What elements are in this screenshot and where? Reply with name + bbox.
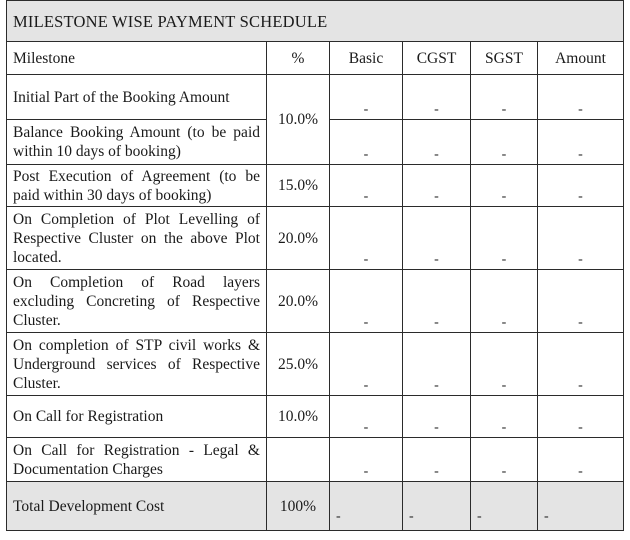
total-row — [7, 482, 624, 531]
cgst-cell: - — [403, 165, 471, 207]
cgst-cell: - — [403, 207, 471, 270]
sgst-cell: - — [471, 270, 538, 333]
milestone-cell: On Completion of Road layers excluding Concreting of Respective Cluster. — [7, 270, 267, 333]
payment-schedule-table — [6, 0, 624, 531]
header-cgst: CGST — [403, 42, 471, 75]
cgst-cell: - — [403, 270, 471, 333]
basic-cell: - — [330, 438, 403, 482]
sgst-cell: - — [471, 165, 538, 207]
basic-cell: - — [330, 207, 403, 270]
percent-cell: 15.0% — [267, 165, 330, 207]
header-amount: Amount — [538, 42, 624, 75]
header-sgst: SGST — [471, 42, 538, 75]
header-basic: Basic — [330, 42, 403, 75]
cgst-cell: - — [403, 438, 471, 482]
sgst-cell: - — [471, 120, 538, 165]
total-cgst: - — [403, 482, 471, 531]
milestone-cell: On Completion of Plot Levelling of Respective Cluster on the above Plot located. — [7, 207, 267, 270]
percent-cell — [267, 438, 330, 482]
total-basic: - — [330, 482, 403, 531]
table-row — [7, 333, 624, 396]
amount-cell: - — [538, 438, 624, 482]
cgst-cell: - — [403, 120, 471, 165]
milestone-cell: On completion of STP civil works & Underground services of Respective Cluster. — [7, 333, 267, 396]
milestone-cell: Initial Part of the Booking Amount — [7, 75, 267, 120]
basic-cell: - — [330, 270, 403, 333]
sgst-cell: - — [471, 75, 538, 120]
header-row — [7, 42, 624, 75]
table-row — [7, 165, 624, 207]
amount-cell: - — [538, 120, 624, 165]
table-title-row — [7, 1, 624, 42]
percent-cell: 20.0% — [267, 207, 330, 270]
table-row — [7, 396, 624, 438]
basic-cell: - — [330, 120, 403, 165]
percent-cell: 10.0% — [267, 75, 330, 165]
table-row — [7, 270, 624, 333]
milestone-cell: On Call for Registration — [7, 396, 267, 438]
sgst-cell: - — [471, 333, 538, 396]
total-percent: 100% — [267, 482, 330, 531]
milestone-cell: On Call for Registration - Legal & Documentation Charges — [7, 438, 267, 482]
basic-cell: - — [330, 75, 403, 120]
amount-cell: - — [538, 270, 624, 333]
table-row — [7, 75, 624, 120]
percent-cell: 20.0% — [267, 270, 330, 333]
table-title: MILESTONE WISE PAYMENT SCHEDULE — [7, 1, 624, 42]
total-sgst: - — [471, 482, 538, 531]
table-row — [7, 438, 624, 482]
table-row — [7, 207, 624, 270]
milestone-cell: Balance Booking Amount (to be paid within 10 days of booking) — [7, 120, 267, 165]
amount-cell: - — [538, 396, 624, 438]
sgst-cell: - — [471, 207, 538, 270]
basic-cell: - — [330, 333, 403, 396]
amount-cell: - — [538, 165, 624, 207]
percent-cell: 10.0% — [267, 396, 330, 438]
amount-cell: - — [538, 207, 624, 270]
cgst-cell: - — [403, 333, 471, 396]
amount-cell: - — [538, 75, 624, 120]
total-label: Total Development Cost — [7, 482, 267, 531]
total-amount: - — [538, 482, 624, 531]
amount-cell: - — [538, 333, 624, 396]
sgst-cell: - — [471, 438, 538, 482]
sgst-cell: - — [471, 396, 538, 438]
cgst-cell: - — [403, 75, 471, 120]
header-milestone: Milestone — [7, 42, 267, 75]
basic-cell: - — [330, 165, 403, 207]
header-percent: % — [267, 42, 330, 75]
percent-cell: 25.0% — [267, 333, 330, 396]
milestone-cell: Post Execution of Agreement (to be paid within 30 days of booking) — [7, 165, 267, 207]
basic-cell: - — [330, 396, 403, 438]
cgst-cell: - — [403, 396, 471, 438]
